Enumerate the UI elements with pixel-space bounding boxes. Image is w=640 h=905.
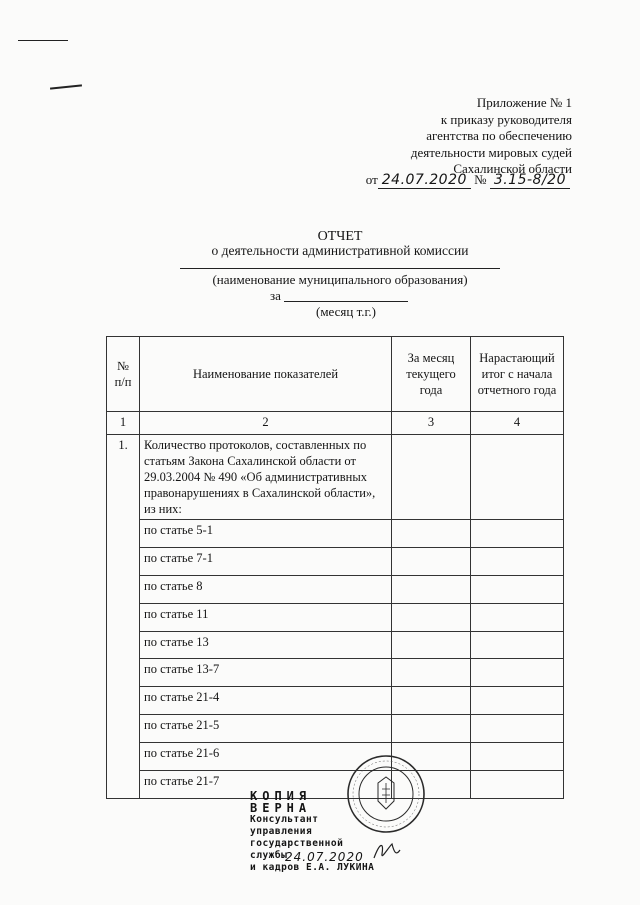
report-table [106, 336, 564, 799]
row-number [107, 575, 140, 603]
period-blank-line [284, 301, 408, 302]
appendix-line: Сахалинской области [453, 161, 572, 176]
scan-mark [50, 84, 82, 89]
stamp-date: 24.07.2020 [285, 850, 364, 864]
row-name: по статье 21-7 [140, 771, 392, 799]
order-reference [366, 172, 570, 188]
table-row [107, 743, 564, 771]
row-total-value [471, 743, 564, 771]
column-number: 2 [140, 412, 392, 435]
row-name: по статье 13 [140, 631, 392, 659]
row-name: по статье 21-6 [140, 743, 392, 771]
order-prefix: от [365, 172, 378, 187]
row-name: по статье 8 [140, 575, 392, 603]
report-subtitle: о деятельности административной комиссии [211, 243, 469, 258]
table-row [107, 659, 564, 687]
row-name: по статье 7-1 [140, 547, 392, 575]
header-cell-total: Нарастающий итог с начала отчетного года [471, 337, 564, 412]
table-header-row [107, 337, 564, 412]
row-month-value [392, 603, 471, 631]
column-number-row [107, 412, 564, 435]
row-total-value [471, 603, 564, 631]
row-month-value [392, 435, 471, 520]
row-name: по статье 5-1 [140, 520, 392, 548]
row-total-value [471, 687, 564, 715]
row-number [107, 603, 140, 631]
municipality-caption: (наименование муниципального образования) [212, 272, 468, 287]
table-row [107, 687, 564, 715]
stamp-line: КОПИЯ ВЕРНА [250, 789, 312, 815]
row-name: Количество протоколов, составленных по статьям Закона Сахалинской области от 29.03.2004 № 490 «Об административных правонарушениях в Сахалинской области», из них: [140, 435, 392, 520]
column-number: 3 [392, 412, 471, 435]
header-cell-month: За месяц текущего года [392, 337, 471, 412]
appendix-header [411, 95, 572, 178]
table-row [107, 715, 564, 743]
table-row [107, 603, 564, 631]
scan-mark [18, 40, 68, 41]
row-number [107, 659, 140, 687]
appendix-line: деятельности мировых судей [410, 144, 572, 160]
order-date: 24.07.2020 [378, 172, 471, 189]
column-number: 1 [107, 412, 140, 435]
signature-icon [372, 838, 402, 864]
table-row [107, 631, 564, 659]
column-number: 4 [471, 412, 564, 435]
appendix-line: к приказу руководителя [440, 111, 572, 127]
period-caption: (месяц т.г.) [315, 304, 376, 319]
period-prefix: за [270, 288, 281, 303]
row-number: 1. [107, 435, 140, 520]
row-name: по статье 21-4 [140, 687, 392, 715]
order-number: 3.15-8/20 [490, 172, 570, 189]
row-month-value [392, 687, 471, 715]
row-total-value [471, 435, 564, 520]
row-total-value [471, 771, 564, 799]
municipality-blank-line [180, 268, 500, 269]
row-number [107, 715, 140, 743]
row-number [107, 743, 140, 771]
report-title: ОТЧЕТ [317, 229, 363, 244]
row-month-value [392, 575, 471, 603]
row-number [107, 520, 140, 548]
row-name: по статье 13-7 [140, 659, 392, 687]
table-row [107, 520, 564, 548]
row-name: по статье 21-5 [140, 715, 392, 743]
stamp-line: государственной службы [250, 838, 344, 861]
stamp-line: Консультант управления [250, 814, 319, 837]
appendix-line: Приложение № 1 [476, 95, 572, 110]
row-month-value [392, 547, 471, 575]
row-month-value [392, 659, 471, 687]
row-number [107, 547, 140, 575]
row-total-value [471, 715, 564, 743]
stamp-line: и кадров Е.А. ЛУКИНА [250, 862, 375, 873]
row-month-value [392, 715, 471, 743]
row-number [107, 771, 140, 799]
row-total-value [471, 631, 564, 659]
row-name: по статье 11 [140, 603, 392, 631]
row-number [107, 687, 140, 715]
row-number [107, 631, 140, 659]
row-total-value [471, 547, 564, 575]
order-no-label: № [474, 172, 487, 187]
row-total-value [471, 659, 564, 687]
table-row [107, 435, 564, 520]
row-month-value [392, 631, 471, 659]
row-total-value [471, 520, 564, 548]
table-row [107, 547, 564, 575]
row-month-value [392, 520, 471, 548]
header-cell-num: № п/п [107, 337, 140, 412]
header-cell-name: Наименование показателей [140, 337, 392, 412]
row-total-value [471, 575, 564, 603]
appendix-line: агентства по обеспечению [426, 128, 572, 143]
table-row [107, 575, 564, 603]
